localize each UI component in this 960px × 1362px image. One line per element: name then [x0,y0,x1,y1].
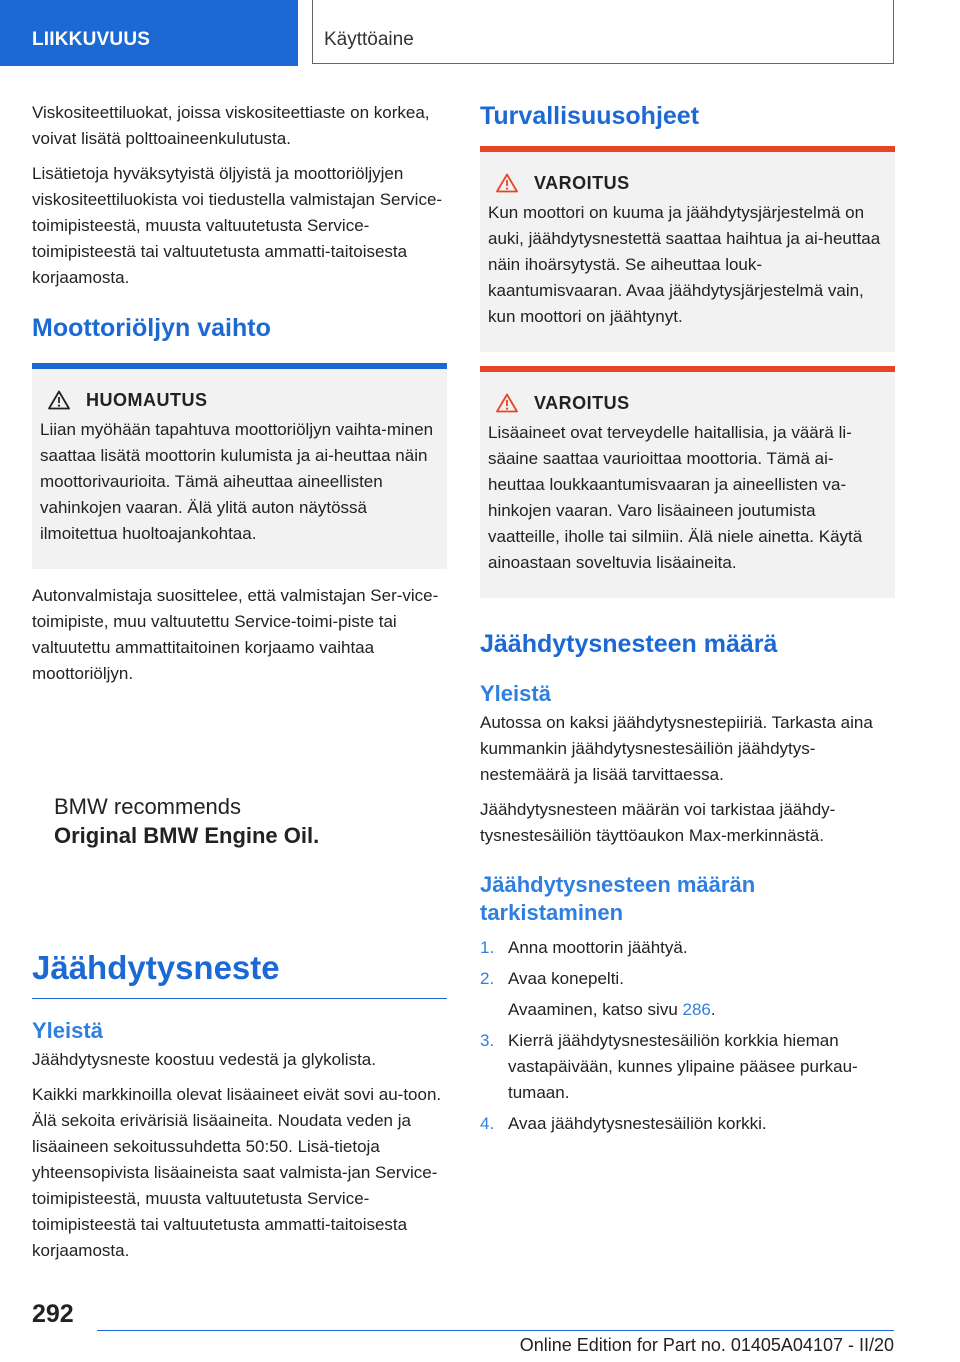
notice-text: Liian myöhään tapahtuva moottoriöljyn vaihta‐minen saattaa lisätä moottorin kulumista ja ai‐heuttaa näin moottorivaurioita. Tämä aiheuttaa aineellisten vahinkojen vaaran. Älä ylitä auton näytössä ilmoitettua huoltoajankohtaa. [40,420,434,543]
bmw-engine-oil-text: Original BMW Engine Oil. [54,823,320,848]
footer-edition: Online Edition for Part no. 01405A04107 - II/20 [519,1335,894,1355]
warning-text: Lisäaineet ovat terveydelle haitallisia, ja väärä li‐säaine saattaa vaurioittaa moottoria. Tämä ai‐heuttaa loukkaantumisvaaran ja aineellisten va‐hinkojen vaaran. Varo lisäaineen joutumista vaatteille, iholle tai silmiin. Älä niele ainetta. Käytä ainoastaan soveltuvia lisäaineita. [488,423,863,572]
heading-coolant: Jäähdytysneste [32,949,280,986]
paragraph: Viskositeettiluokat, joissa viskositeettiaste on korkea, voivat lisätä polttoaineenkulutusta. [32,103,430,148]
page-reference-link[interactable]: 286 [682,1000,711,1019]
heading-general: Yleistä [480,681,551,706]
notice-title: HUOMAUTUS [86,390,208,410]
paragraph: Jäähdytysneste koostuu vedestä ja glykolista. [32,1050,376,1069]
list-item [480,935,895,961]
page-number: 292 [32,1300,74,1328]
warning-triangle-icon [48,390,70,410]
paragraph: Kaikki markkinoilla olevat lisäaineet eivät sovi au‐toon. Älä sekoita erivärisiä lisäaineita. Noudata veden ja lisäaineen sekoitussuhdetta 50:50. Lisä‐tietoja yhteensopivista lisäaineista saat valmista‐jan Service-toimipisteestä, muusta valtuutetusta Service-toimipisteestä tai valtuutetusta ammatti‐taitoisesta korjaamosta. [32,1085,442,1260]
warning-title-row [488,390,887,416]
warning-title: VAROITUS [534,173,630,193]
steps-list [480,935,895,1137]
bmw-oil-logo [32,696,447,946]
step-subtext-prefix: Avaaminen, katso sivu [508,1000,683,1019]
paragraph: Lisätietoja hyväksytyistä öljyistä ja moottoriöljyjen viskositeettiluokista voi tiedustella valmistajan Service-toimipisteestä, muusta valtuutetusta Service-toimipisteestä tai valtuutetusta ammatti‐taitoisesta korjaamosta. [32,164,443,287]
step-number: 3. [480,1031,495,1050]
notice-box [32,363,447,569]
step-subtext-suffix: . [710,1000,716,1019]
step-text: Avaa jäähdytysnestesäiliön korkki. [508,1114,767,1133]
paragraph: Jäähdytysnesteen määrän voi tarkistaa jäähdy‐tysnestesäiliön täyttöaukon Max-merkinnästä. [480,800,836,845]
warning-triangle-icon [496,393,518,413]
heading-check-coolant: Jäähdytysnesteen määrän tarkistaminen [480,872,756,925]
warning-text: Kun moottori on kuuma ja jäähdytysjärjestelmä on auki, jäähdytysnestettä saattaa haihtua ja ai‐heuttaa näin ihoärsytystä. Se aiheuttaa louk‐kaantumisvaaran. Avaa jäähdytysjärjestelmä vain, kun moottori on jäähtynyt. [488,203,881,326]
warning-title: VAROITUS [534,393,630,413]
footer-divider [97,1330,894,1331]
step-subtext [508,997,895,1023]
heading-general: Yleistä [32,1018,103,1043]
heading-oil-change: Moottoriöljyn vaihto [32,314,271,342]
section-title: LIIKKUVUUS [32,29,151,50]
notice-title-row [40,387,439,413]
chapter-title: Käyttöaine [324,29,414,50]
section-tab [0,0,298,66]
step-text: Anna moottorin jäähtyä. [508,938,688,957]
heading-coolant-level: Jäähdytysnesteen määrä [480,630,778,658]
paragraph: Autonvalmistaja suosittelee, että valmistajan Ser‐vice-toimipiste, muu valtuutettu Service-toimi‐piste tai valtuutettu ammattitaitoinen korjaamo vaihtaa moottoriöljyn. [32,586,439,683]
step-number: 4. [480,1114,495,1133]
list-item [480,1111,895,1137]
heading-safety: Turvallisuusohjeet [480,102,700,130]
step-number: 2. [480,969,495,988]
warning-triangle-icon [496,173,518,193]
paragraph: Autossa on kaksi jäähdytysnestepiiriä. Tarkasta aina kummankin jäähdytysnestesäiliön jäähdytys‐nestemäärä ja lisää tarvittaessa. [480,713,873,784]
divider [32,998,447,999]
right-column [480,100,895,1142]
warning-box [480,366,895,598]
list-item [480,966,895,1023]
warning-box [480,146,895,352]
step-text: Avaa konepelti. [508,969,624,988]
bmw-recommends-text: BMW recommends [54,794,242,819]
step-number: 1. [480,938,495,957]
left-column [32,100,447,1273]
list-item [480,1028,895,1106]
warning-title-row [488,170,887,196]
chapter-tab [312,0,894,64]
step-text: Kierrä jäähdytysnestesäiliön korkkia hieman vastapäivään, kunnes ylipaine pääsee purkau‐tumaan. [508,1031,858,1102]
